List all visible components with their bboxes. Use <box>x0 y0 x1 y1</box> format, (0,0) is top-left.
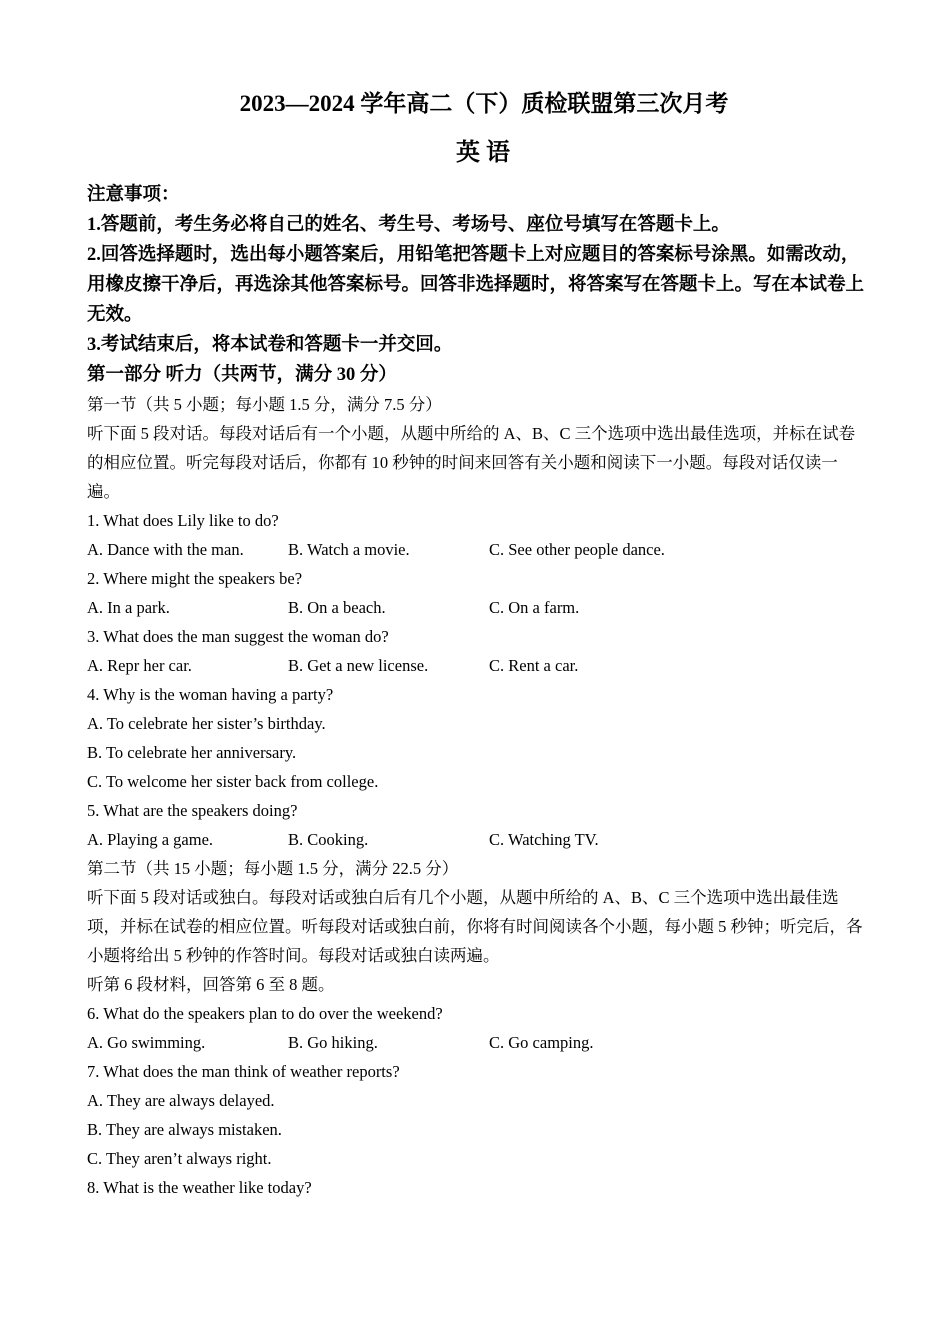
option-row <box>87 825 867 854</box>
option-c: C. Rent a car. <box>489 656 579 675</box>
option-b: B. Go hiking. <box>288 1033 378 1052</box>
option-b: B. Cooking. <box>288 830 369 849</box>
question-stem: 5. What are the speakers doing? <box>87 801 298 820</box>
option-row <box>87 1028 867 1057</box>
option-c: C. To welcome her sister back from college. <box>87 772 379 791</box>
option-b: B. To celebrate her anniversary. <box>87 743 297 762</box>
option-row <box>87 593 867 622</box>
option-a: A. Go swimming. <box>87 1033 206 1052</box>
note-item: 1.答题前，考生务必将自己的姓名、考生号、考场号、座位号填写在答题卡上。 <box>87 215 730 235</box>
section1-instructions: 听下面 5 段对话。每段对话后有一个小题，从题中所给的 A、B、C 三个选项中选出最佳选项，并标在试卷的相应位置。听完每段对话后，你都有 10 秒钟的时间来回答有关小题和阅读下一小题。每段对话仅读一遍。 <box>87 424 856 501</box>
question-stem: 8. What is the weather like today? <box>87 1178 312 1197</box>
option-row <box>87 535 867 564</box>
note-item: 3.考试结束后，将本试卷和答题卡一并交回。 <box>87 335 453 355</box>
notes-section <box>87 180 867 360</box>
exam-title: 2023—2024 学年高二（下）质检联盟第三次月考 <box>239 91 729 116</box>
option-a: A. Dance with the man. <box>87 540 244 559</box>
option-c: C. Watching TV. <box>489 830 599 849</box>
option-c: C. See other people dance. <box>489 540 665 559</box>
question-stem: 2. Where might the speakers be? <box>87 569 303 588</box>
subject-title: 英 语 <box>456 140 510 166</box>
note-item: 2.回答选择题时，选出每小题答案后，用铅笔把答题卡上对应题目的答案标号涂黑。如需改动，用橡皮擦干净后，再选涂其他答案标号。回答非选择题时，将答案写在答题卡上。写在本试卷上无效。 <box>87 245 865 325</box>
option-b: B. Get a new license. <box>288 656 429 675</box>
exam-page <box>87 86 867 1202</box>
option-c: C. Go camping. <box>489 1033 594 1052</box>
option-c: C. They aren’t always right. <box>87 1149 272 1168</box>
option-a: A. Playing a game. <box>87 830 214 849</box>
option-b: B. They are always mistaken. <box>87 1120 282 1139</box>
material-note: 听第 6 段材料，回答第 6 至 8 题。 <box>87 975 335 994</box>
option-a: A. In a park. <box>87 598 170 617</box>
question-stem: 6. What do the speakers plan to do over the weekend? <box>87 1004 443 1023</box>
option-a: A. To celebrate her sister’s birthday. <box>87 714 326 733</box>
section1-heading: 第一节（共 5 小题；每小题 1.5 分，满分 7.5 分） <box>87 395 442 414</box>
section2-heading: 第二节（共 15 小题；每小题 1.5 分，满分 22.5 分） <box>87 859 459 878</box>
notes-heading: 注意事项： <box>87 185 180 205</box>
option-c: C. On a farm. <box>489 598 580 617</box>
question-stem: 1. What does Lily like to do? <box>87 511 279 530</box>
question-stem: 3. What does the man suggest the woman do? <box>87 627 389 646</box>
option-a: A. Repr her car. <box>87 656 192 675</box>
listening-section <box>87 390 867 1202</box>
option-b: B. On a beach. <box>288 598 386 617</box>
section2-instructions: 听下面 5 段对话或独白。每段对话或独白后有几个小题，从题中所给的 A、B、C 三个选项中选出最佳选项，并标在试卷的相应位置。听每段对话或独白前，你将有时间阅读各个小题，每小题 5 秒钟；听完后，各小题将给出 5 秒钟的作答时间。每段对话或独白读两遍。 <box>87 888 863 965</box>
option-a: A. They are always delayed. <box>87 1091 275 1110</box>
option-b: B. Watch a movie. <box>288 540 410 559</box>
part1-heading: 第一部分 听力（共两节，满分 30 分） <box>87 365 397 385</box>
option-row <box>87 651 867 680</box>
question-stem: 7. What does the man think of weather reports? <box>87 1062 400 1081</box>
question-stem: 4. Why is the woman having a party? <box>87 685 334 704</box>
